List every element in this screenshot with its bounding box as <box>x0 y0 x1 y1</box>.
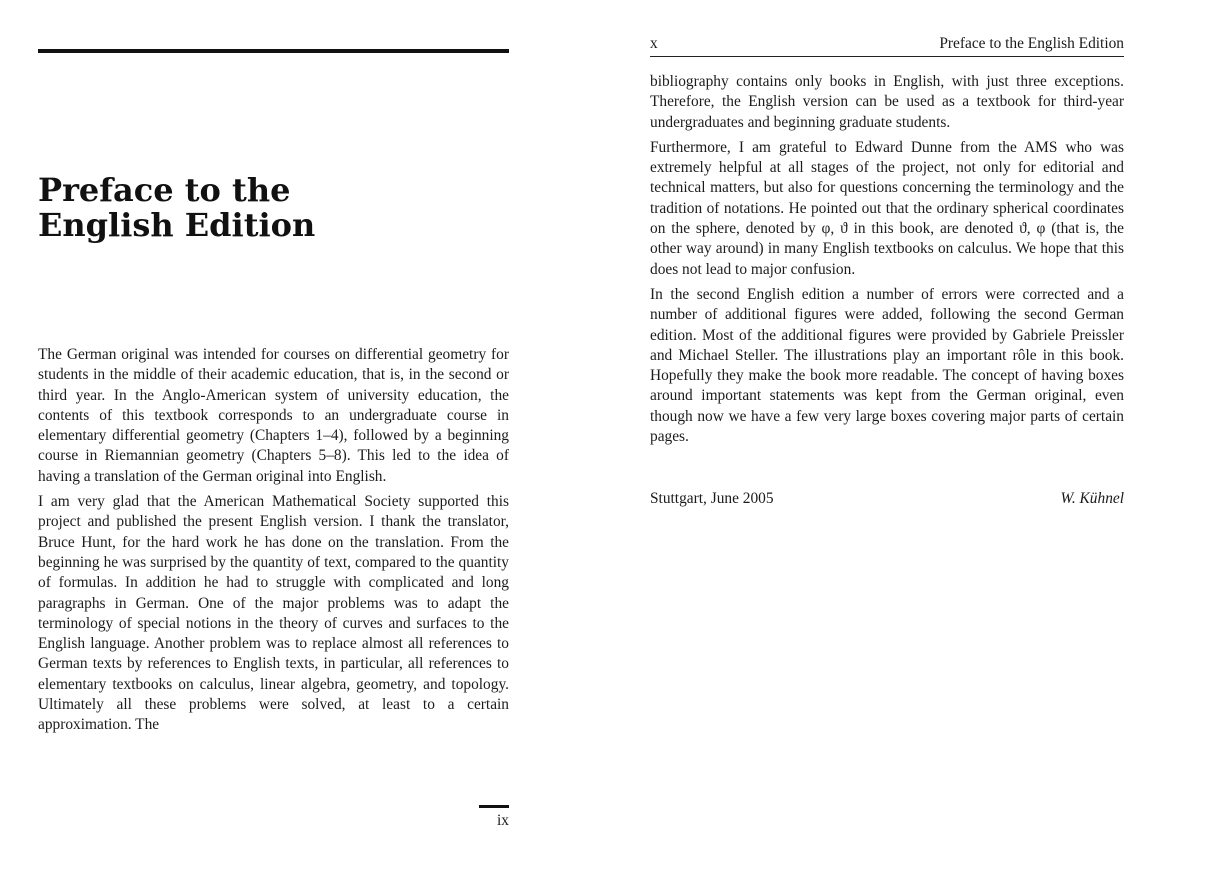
paragraph-second-edition: In the second English edition a number of errors were corrected and a number of additional figures were added, following the second German edition. Most of the additional figures were provided by Gabriele Preissler and Michael Steller. The illustrations play an important rôle in this book. Hopefully they make the book more readable. The concept of having boxes around important statements was kept from the German original, even though now we have a few very large boxes covering major parts of certain pages. <box>650 285 1124 446</box>
footer-rule <box>479 805 509 808</box>
paragraph-german-original: The German original was intended for courses on differential geometry for students in the middle of their academic education, that is, in the second or third year. In the Anglo-American system of university education, the contents of this textbook corresponds to an undergraduate course in elementary differential geometry (Chapters 1–4), followed by a beginning course in Riemannian geometry (Chapters 5–8). This led to the idea of having a translation of the German original into English. <box>38 346 509 485</box>
right-body-text <box>650 72 1124 452</box>
page-number: ix <box>497 812 509 829</box>
chapter-top-rule <box>38 49 509 53</box>
chapter-title-line-1: Preface to the <box>38 171 291 209</box>
paragraph-bibliography: bibliography contains only books in English, with just three exceptions. Therefore, the English version can be used as a textbook for third-year undergraduates and beginning graduate students. <box>650 73 1124 131</box>
chapter-title <box>38 173 315 243</box>
running-head-page-number: x <box>650 35 658 52</box>
chapter-title-line-2: English Edition <box>38 206 316 244</box>
left-body-text <box>38 345 509 741</box>
paragraph-edward-dunne: Furthermore, I am grateful to Edward Dunne from the AMS who was extremely helpful at all stages of the project, not only for editorial and technical matters, but also for questions concerning the terminology and the tradition of notations. He pointed out that the ordinary spherical coordinates on the sphere, denoted by φ, ϑ in this book, are denoted ϑ, φ (that is, the other way around) in many English textbooks on calculus. We hope that this does not lead to major confusion. <box>650 138 1124 278</box>
running-head <box>650 34 1124 57</box>
signoff-author: W. Kühnel <box>1060 490 1124 507</box>
running-head-title: Preface to the English Edition <box>939 35 1124 52</box>
signoff-place-date: Stuttgart, June 2005 <box>650 490 774 507</box>
paragraph-ams-thanks: I am very glad that the American Mathematical Society supported this project and published the present English version. I thank the translator, Bruce Hunt, for the hard work he has done on the translation. From the beginning he was surprised by the quantity of text, compared to the quantity of formulas. In addition he had to struggle with complicated and long paragraphs in German. One of the major problems was to adapt the terminology of special notions in the theory of curves and surfaces to the English language. Another problem was to replace almost all references to German texts by references to English texts, in particular, all references to elementary textbooks on calculus, linear algebra, geometry, and topology. Ultimately all these problems were solved, at least to a certain approximation. The <box>38 493 509 734</box>
